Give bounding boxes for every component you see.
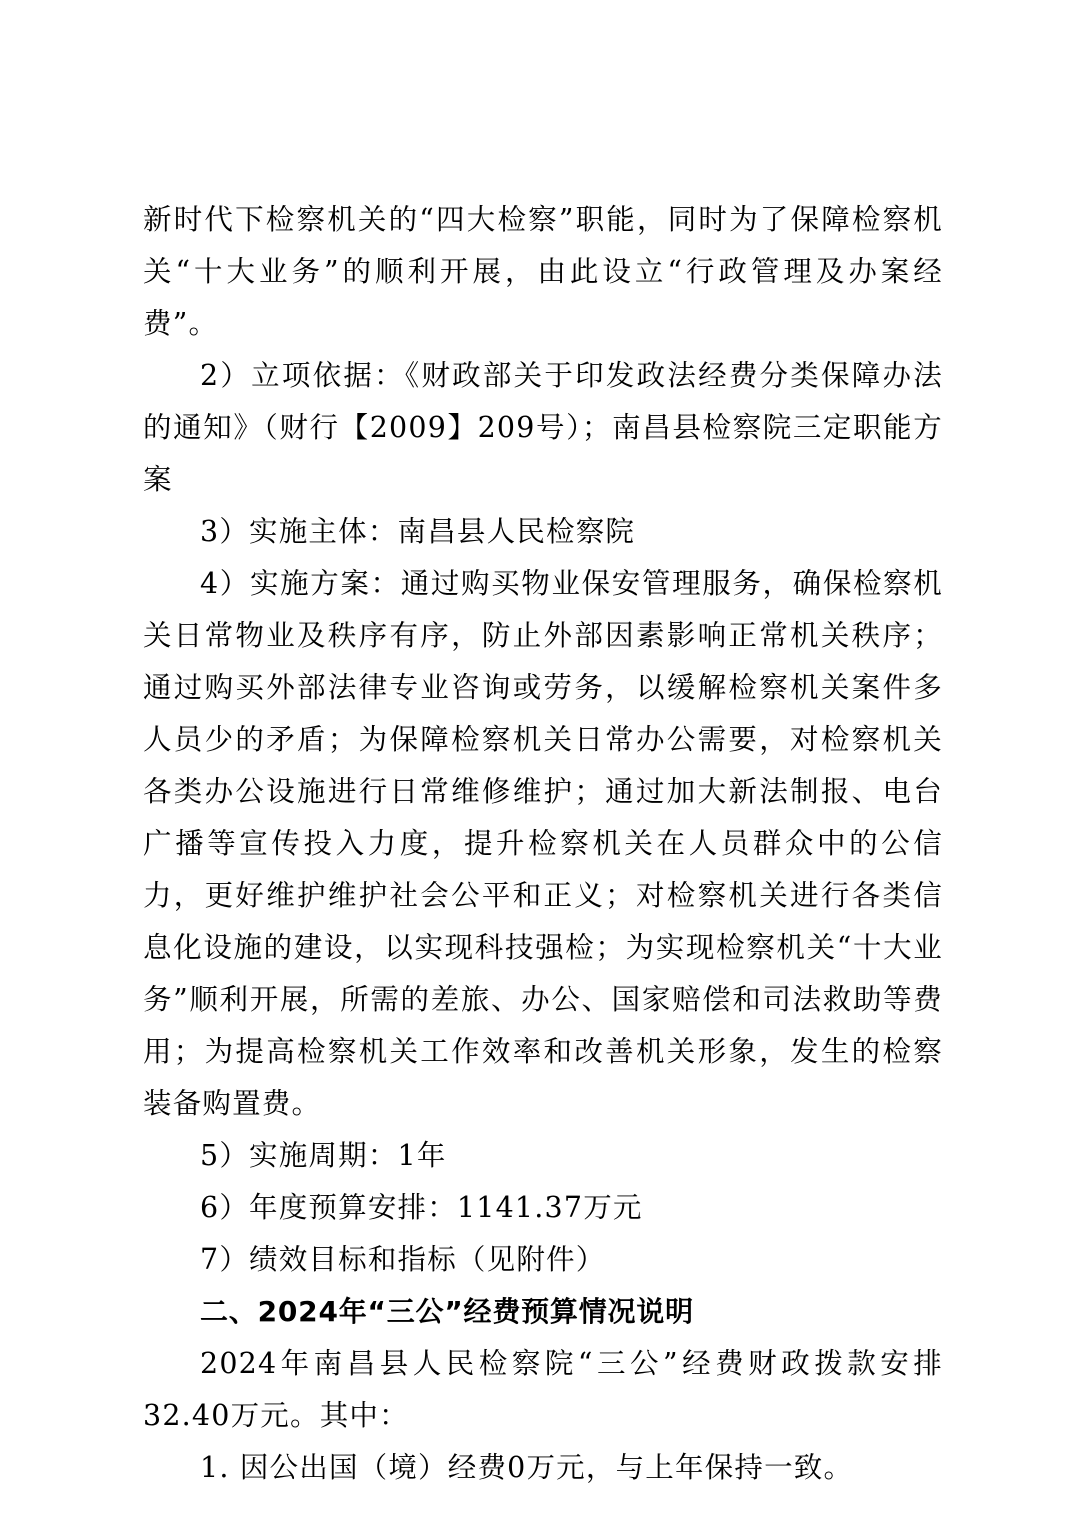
section-heading-three-public-expenses: 二、2024年“三公”经费预算情况说明 (200, 1295, 694, 1328)
paragraph-implementation-period: 5）实施周期：1年 (200, 1139, 447, 1172)
paragraph-annual-budget: 6）年度预算安排：1141.37万元 (200, 1191, 643, 1224)
paragraph-project-basis: 2）立项依据：《财政部关于印发政法经费分类保障办法的通知》（财行【2009】209号）；南昌县检察院三定职能方案 (143, 359, 943, 496)
paragraph-overseas-expenses: 1. 因公出国（境）经费0万元，与上年保持一致。 (200, 1451, 854, 1484)
paragraph-implementation-plan: 4）实施方案：通过购买物业保安管理服务，确保检察机关日常物业及秩序有序，防止外部因素影响正常机关秩序；通过购买外部法律专业咨询或劳务，以缓解检察机关案件多人员少的矛盾；为保障检察机关日常办公需要，对检察机关各类办公设施进行日常维修维护；通过加大新法制报、电台广播等宣传投入力度，提升检察机关在人员群众中的公信力，更好维护维护社会公平和正义；对检察机关进行各类信息化设施的建设，以实现科技强检；为实现检察机关“十大业务”顺利开展，所需的差旅、办公、国家赔偿和司法救助等费用；为提高检察机关工作效率和改善机关形象，发生的检察装备购置费。 (143, 567, 943, 1120)
paragraph-performance-goals: 7）绩效目标和指标（见附件） (200, 1243, 606, 1276)
document-body (143, 194, 943, 1494)
paragraph-implementing-entity: 3）实施主体：南昌县人民检察院 (200, 515, 636, 548)
paragraph-project-background: 新时代下检察机关的“四大检察”职能，同时为了保障检察机关“十大业务”的顺利开展，由此设立“行政管理及办案经费”。 (143, 203, 943, 340)
paragraph-three-public-budget: 2024年南昌县人民检察院“三公”经费财政拨款安排32.40万元。其中： (143, 1347, 943, 1432)
